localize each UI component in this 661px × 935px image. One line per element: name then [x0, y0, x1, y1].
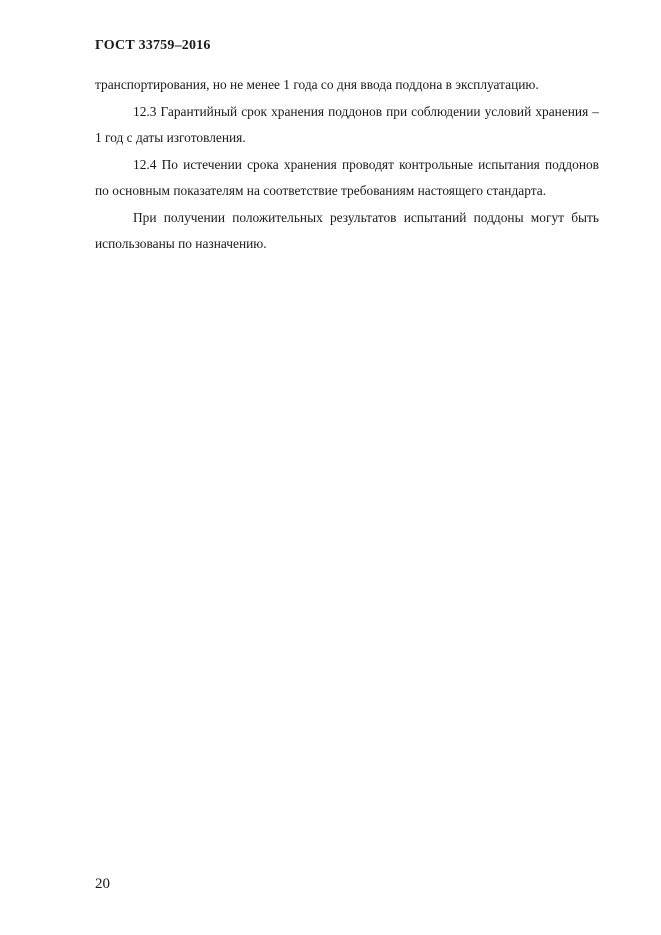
page-number: 20: [95, 876, 110, 892]
paragraph-12-4: 12.4 По истечении срока хранения проводят контрольные испытания поддонов по основным показателям на соответствие требованиям настоящего стандарта.: [95, 156, 599, 198]
document-body: [95, 72, 599, 258]
paragraph-test-results: При получении положительных результатов испытаний поддоны могут быть использованы по назначению.: [95, 209, 599, 251]
document-header: ГОСТ 33759–2016: [95, 38, 211, 53]
paragraph-continuation: транспортирования, но не менее 1 года со дня ввода поддона в эксплуатацию.: [95, 77, 539, 92]
paragraph-12-3: 12.3 Гарантийный срок хранения поддонов при соблюдении условий хранения – 1 год с даты изготовления.: [95, 103, 599, 145]
